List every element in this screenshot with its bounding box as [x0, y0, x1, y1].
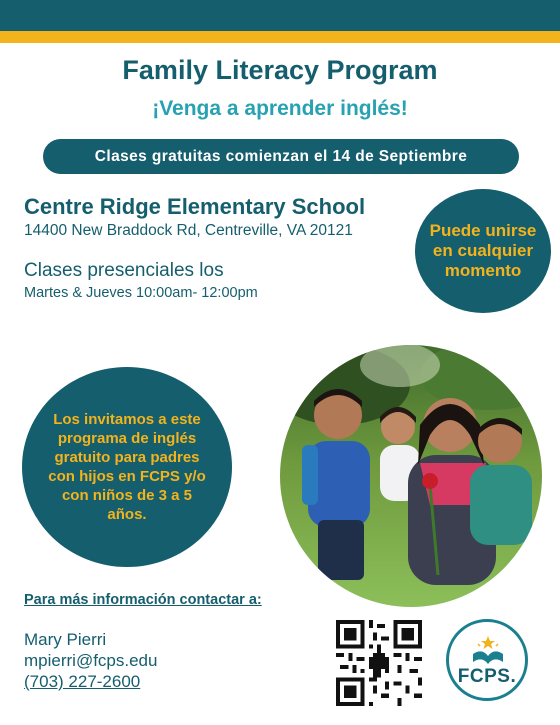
school-name: Centre Ridge Elementary School	[24, 194, 366, 219]
invitation-text: Los invitamos a este programa de inglés gratuito para padres con hijos en FCPS y/o con niños de 3 a 5 años.	[48, 411, 206, 523]
contact-phone-link[interactable]: (703) 227-2600	[24, 672, 141, 691]
fcps-logo-text: FCPS.	[457, 666, 517, 687]
class-schedule: Martes & Jueves 10:00am- 12:00pm	[24, 285, 258, 301]
contact-email-link[interactable]: mpierri@fcps.edu	[24, 651, 158, 670]
top-teal-bar	[0, 0, 560, 31]
start-date-text: Clases gratuitas comienzan el 14 de Septiembre	[94, 147, 468, 165]
family-photo-illustration	[280, 345, 542, 607]
book-star-icon	[470, 632, 506, 666]
contact-name: Mary Pierri	[24, 630, 107, 649]
contact-heading: Para más información contactar a:	[24, 592, 262, 608]
classes-label: Clases presenciales los	[24, 260, 224, 281]
join-anytime-text: Puede unirse en cualquier momento	[429, 221, 537, 280]
qr-code-icon[interactable]	[336, 620, 422, 706]
start-date-banner	[43, 139, 519, 174]
invitation-badge	[22, 367, 232, 567]
school-address: 14400 New Braddock Rd, Centreville, VA 20121	[24, 222, 353, 239]
family-photo	[280, 345, 542, 607]
fcps-logo	[446, 619, 528, 701]
page-title: Family Literacy Program	[122, 55, 438, 85]
page-subtitle: ¡Venga a aprender inglés!	[152, 97, 408, 120]
top-gold-bar	[0, 31, 560, 43]
join-anytime-badge	[415, 189, 551, 313]
